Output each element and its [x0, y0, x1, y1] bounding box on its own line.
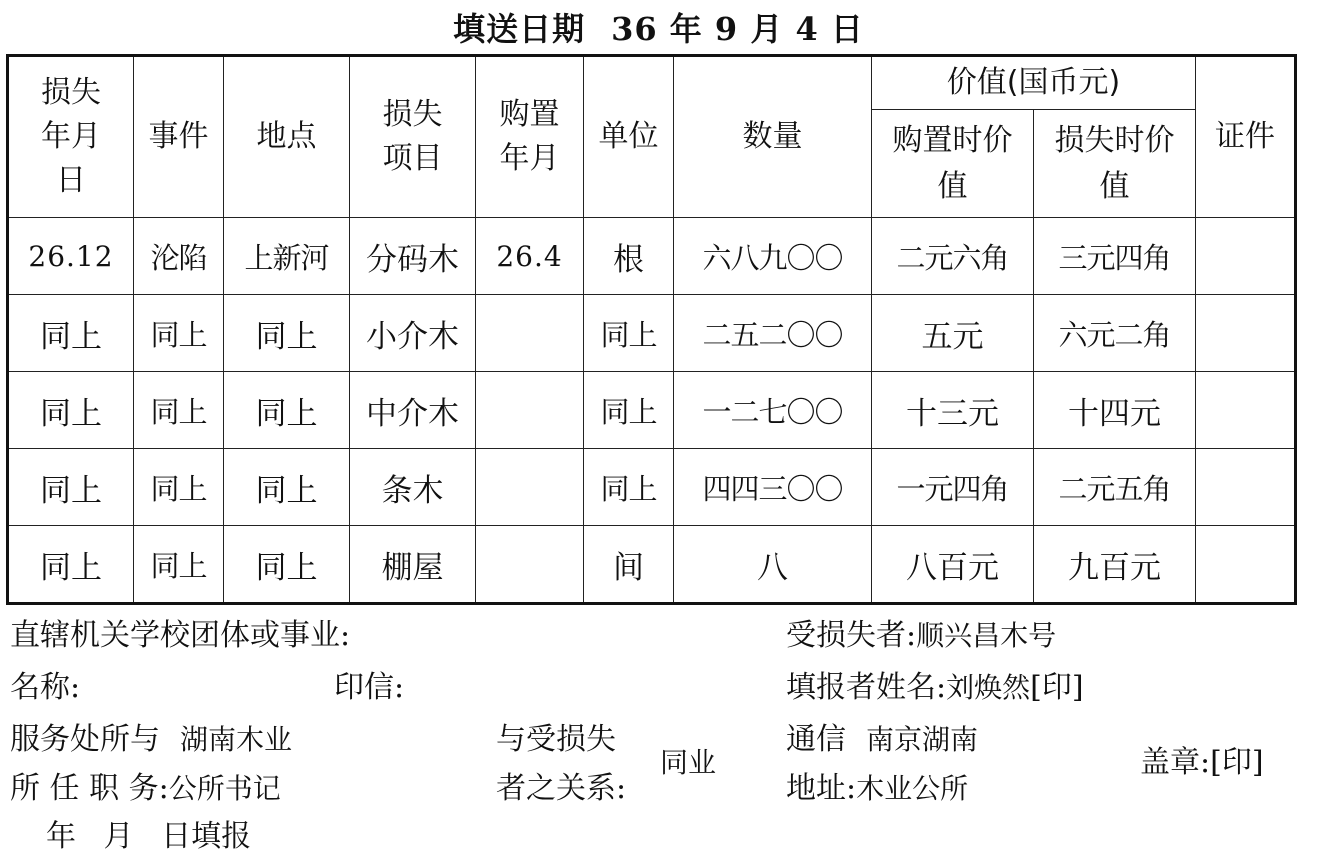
- cell-item: 分码木: [350, 218, 476, 295]
- cell-unit: 根: [584, 218, 674, 295]
- cell-certificate: [1196, 372, 1296, 449]
- relation-label-line-1: 与受损失: [496, 722, 616, 757]
- header-value-at-loss: 损失时价值: [1034, 110, 1196, 218]
- cell-value-at-purchase: 五元: [872, 295, 1034, 372]
- stamp-line: [1140, 744, 1264, 782]
- position-line: [10, 770, 281, 808]
- cell-unit: 间: [584, 526, 674, 604]
- cell-unit: 同上: [584, 449, 674, 526]
- cell-certificate: [1196, 449, 1296, 526]
- cell-quantity: 六八九〇〇: [674, 218, 872, 295]
- loss-report-table: [6, 54, 1297, 605]
- name-label: 名称:: [10, 670, 81, 705]
- cell-value-at-purchase: 二元六角: [872, 218, 1034, 295]
- address-label-1: 通信: [786, 722, 846, 757]
- service-label: 服务处所与: [10, 722, 160, 757]
- cell-item: 条木: [350, 449, 476, 526]
- cell-event: 同上: [134, 372, 224, 449]
- table-row: [8, 526, 1296, 604]
- org-label: 直辖机关学校团体或事业:: [10, 618, 351, 653]
- cell-loss-date: 同上: [8, 449, 134, 526]
- header-loss-date: 损失年月日: [8, 56, 134, 218]
- cell-certificate: [1196, 295, 1296, 372]
- cell-unit: 同上: [584, 372, 674, 449]
- cell-item: 小介木: [350, 295, 476, 372]
- service-location-line: [10, 721, 292, 759]
- cell-loss-date: 26.12: [8, 218, 134, 295]
- address-value-2: 木业公所: [856, 772, 969, 805]
- cell-value-at-purchase: 八百元: [872, 526, 1034, 604]
- victim-line: [786, 617, 1056, 655]
- victim-label: 受损失者:: [786, 618, 917, 653]
- cell-unit: 同上: [584, 295, 674, 372]
- cell-value-at-purchase: 十三元: [872, 372, 1034, 449]
- seal-label: 印信:: [334, 670, 405, 705]
- cell-purchase-date: 26.4: [476, 218, 584, 295]
- address-label-2: 地址:: [786, 771, 857, 806]
- cell-quantity: 八: [674, 526, 872, 604]
- address-line-1: [786, 721, 978, 759]
- header-quantity: 数量: [674, 56, 872, 218]
- cell-purchase-date: [476, 449, 584, 526]
- cell-event: 同上: [134, 295, 224, 372]
- reporter-label: 填报者姓名:: [786, 670, 947, 705]
- header-value-group: 价值(国币元): [872, 56, 1196, 110]
- cell-value-at-purchase: 一元四角: [872, 449, 1034, 526]
- address-line-2: [786, 770, 968, 808]
- report-date-line: 年 月 日填报: [46, 819, 252, 854]
- header-location: 地点: [224, 56, 350, 218]
- cell-location: 上新河: [224, 218, 350, 295]
- report-date-value: 36 年 9 月 4 日: [611, 10, 864, 48]
- header-purchase-date: 购置年月: [476, 56, 584, 218]
- cell-quantity: 二五二〇〇: [674, 295, 872, 372]
- header-value-at-purchase: 购置时价值: [872, 110, 1034, 218]
- cell-quantity: 四四三〇〇: [674, 449, 872, 526]
- cell-purchase-date: [476, 526, 584, 604]
- cell-loss-date: 同上: [8, 295, 134, 372]
- report-date-title: [0, 4, 1317, 50]
- cell-value-at-loss: 二元五角: [1034, 449, 1196, 526]
- report-date-label: 填送日期: [453, 10, 586, 48]
- reporter-value: 刘焕然: [946, 671, 1031, 704]
- table-row: [8, 295, 1296, 372]
- cell-location: 同上: [224, 526, 350, 604]
- position-value: 公所书记: [168, 772, 281, 805]
- cell-purchase-date: [476, 372, 584, 449]
- cell-event: 同上: [134, 449, 224, 526]
- cell-location: 同上: [224, 295, 350, 372]
- cell-loss-date: 同上: [8, 526, 134, 604]
- cell-value-at-loss: 六元二角: [1034, 295, 1196, 372]
- cell-item: 中介木: [350, 372, 476, 449]
- cell-quantity: 一二七〇〇: [674, 372, 872, 449]
- reporter-line: [786, 669, 1084, 707]
- cell-value-at-loss: 十四元: [1034, 372, 1196, 449]
- cell-value-at-loss: 九百元: [1034, 526, 1196, 604]
- cell-location: 同上: [224, 449, 350, 526]
- victim-value: 顺兴昌木号: [916, 619, 1057, 652]
- address-value-1: 南京湖南: [866, 723, 979, 756]
- cell-value-at-loss: 三元四角: [1034, 218, 1196, 295]
- header-event: 事件: [134, 56, 224, 218]
- stamp-value: [印]: [1210, 745, 1264, 780]
- cell-location: 同上: [224, 372, 350, 449]
- header-unit: 单位: [584, 56, 674, 218]
- relation-label-line-2: 者之关系:: [496, 771, 627, 806]
- table-row: [8, 218, 1296, 295]
- reporter-seal: [印]: [1030, 670, 1084, 705]
- cell-event: 沦陷: [134, 218, 224, 295]
- table-row: [8, 372, 1296, 449]
- header-loss-item: 损失项目: [350, 56, 476, 218]
- cell-event: 同上: [134, 526, 224, 604]
- cell-purchase-date: [476, 295, 584, 372]
- cell-item: 棚屋: [350, 526, 476, 604]
- relation-value: 同业: [660, 746, 717, 779]
- stamp-label: 盖章:: [1140, 745, 1211, 780]
- position-label: 所 任 职 务:: [10, 771, 169, 806]
- cell-loss-date: 同上: [8, 372, 134, 449]
- service-value: 湖南木业: [180, 723, 293, 756]
- cell-certificate: [1196, 218, 1296, 295]
- table-row: [8, 449, 1296, 526]
- cell-certificate: [1196, 526, 1296, 604]
- header-certificate: 证件: [1196, 56, 1296, 218]
